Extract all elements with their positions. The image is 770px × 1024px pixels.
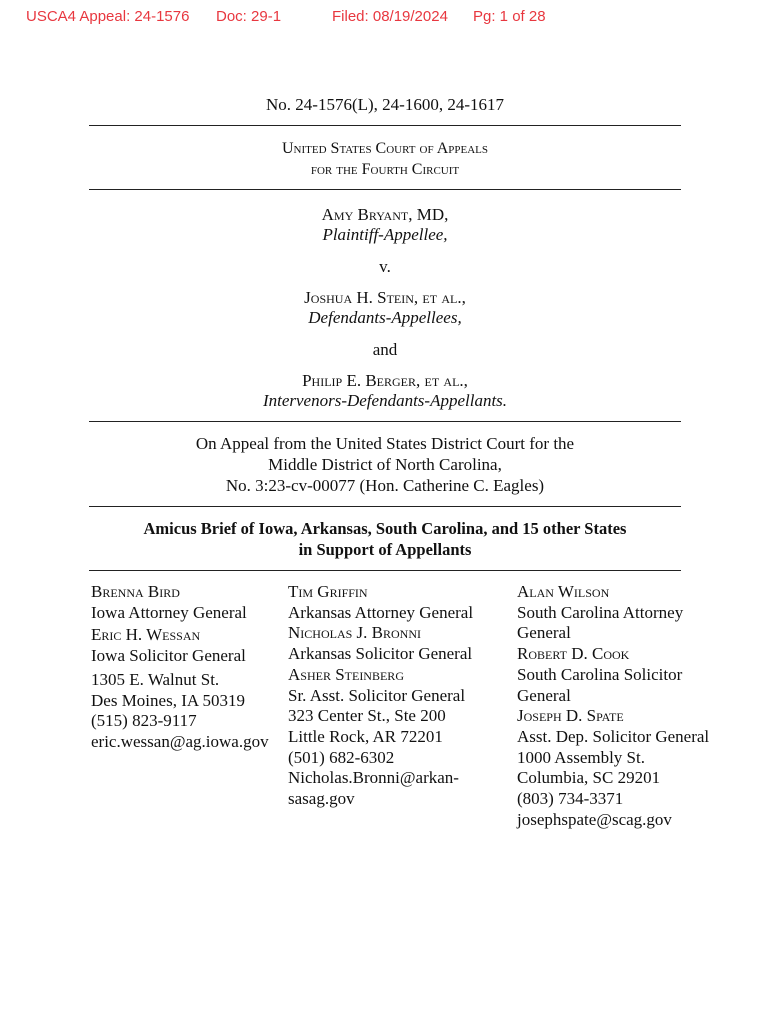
defendant-name: Joshua H. Stein, et al., xyxy=(304,288,466,307)
brief-subtitle: in Support of Appellants xyxy=(298,540,472,559)
conjunction: and xyxy=(372,340,398,359)
defendant-role: Defendants-Appellees, xyxy=(308,308,462,327)
counsel-city: Columbia, SC 29201 xyxy=(517,768,661,788)
document-number: Doc: 29-1 xyxy=(216,8,282,25)
counsel-address: 323 Center St., Ste 200 xyxy=(288,706,446,726)
plaintiff-role: Plaintiff-Appellee, xyxy=(322,225,448,244)
case-numbers: No. 24-1576(L), 24-1600, 24-1617 xyxy=(266,95,504,114)
counsel-title: Arkansas Attorney General xyxy=(288,602,474,622)
counsel-phone: (803) 734-3371 xyxy=(517,789,624,809)
divider xyxy=(89,189,681,190)
counsel-name: Tim Griffin xyxy=(288,582,368,601)
counsel-name: Alan Wilson xyxy=(517,582,610,601)
counsel-title: South Carolina Solicitor xyxy=(517,664,683,684)
counsel-title: Iowa Solicitor General xyxy=(91,646,246,666)
divider xyxy=(89,506,681,507)
counsel-email: eric.wessan@ag.iowa.gov xyxy=(91,731,269,751)
intervenor-name: Philip E. Berger, et al., xyxy=(302,371,468,390)
counsel-email: josephspate@scag.gov xyxy=(517,809,672,829)
counsel-title-continued: General xyxy=(517,685,571,705)
counsel-iowa xyxy=(91,582,269,753)
counsel-arkansas xyxy=(288,582,473,810)
counsel-email: Nicholas.Bronni@arkan- xyxy=(288,768,459,788)
counsel-title: South Carolina Attorney xyxy=(517,602,684,622)
counsel-name: Nicholas J. Bronni xyxy=(288,623,421,643)
appeal-district: Middle District of North Carolina, xyxy=(268,455,502,474)
counsel-name: Asher Steinberg xyxy=(288,664,404,684)
counsel-phone: (515) 823-9117 xyxy=(91,711,197,731)
counsel-city: Des Moines, IA 50319 xyxy=(91,690,245,710)
appeal-origin: On Appeal from the United States District Court for the xyxy=(195,434,575,453)
counsel-address: 1000 Assembly St. xyxy=(517,747,645,767)
appeal-number: USCA4 Appeal: 24-1576 xyxy=(26,8,190,25)
court-name: United States Court of Appeals xyxy=(282,140,488,157)
counsel-email-continued: sasag.gov xyxy=(288,789,355,809)
filed-date: Filed: 08/19/2024 xyxy=(332,8,448,25)
intervenor-role: Intervenors-Defendants-Appellants. xyxy=(262,391,508,410)
page-count: Pg: 1 of 28 xyxy=(473,8,546,25)
counsel-south-carolina xyxy=(517,582,709,830)
divider xyxy=(89,570,681,571)
court-circuit: for the Fourth Circuit xyxy=(310,161,460,178)
counsel-city: Little Rock, AR 72201 xyxy=(288,726,443,746)
plaintiff-name: Amy Bryant, MD, xyxy=(321,205,449,224)
counsel-name: Joseph D. Spate xyxy=(517,706,624,726)
counsel-phone: (501) 682-6302 xyxy=(288,747,395,767)
versus: v. xyxy=(379,257,391,276)
counsel-title: Sr. Asst. Solicitor General xyxy=(288,685,466,705)
divider xyxy=(89,421,681,422)
counsel-address: 1305 E. Walnut St. xyxy=(91,669,220,689)
counsel-title-continued: General xyxy=(517,623,571,643)
district-case-number: No. 3:23-cv-00077 (Hon. Catherine C. Eagles) xyxy=(225,476,545,495)
counsel-title: Asst. Dep. Solicitor General xyxy=(517,726,710,746)
counsel-title: Arkansas Solicitor General xyxy=(288,644,473,664)
counsel-name: Eric H. Wessan xyxy=(91,625,201,645)
counsel-title: Iowa Attorney General xyxy=(91,602,247,622)
divider xyxy=(89,125,681,126)
counsel-name: Robert D. Cook xyxy=(517,644,630,664)
counsel-name: Brenna Bird xyxy=(91,582,180,601)
brief-title: Amicus Brief of Iowa, Arkansas, South Carolina, and 15 other States xyxy=(143,519,627,538)
